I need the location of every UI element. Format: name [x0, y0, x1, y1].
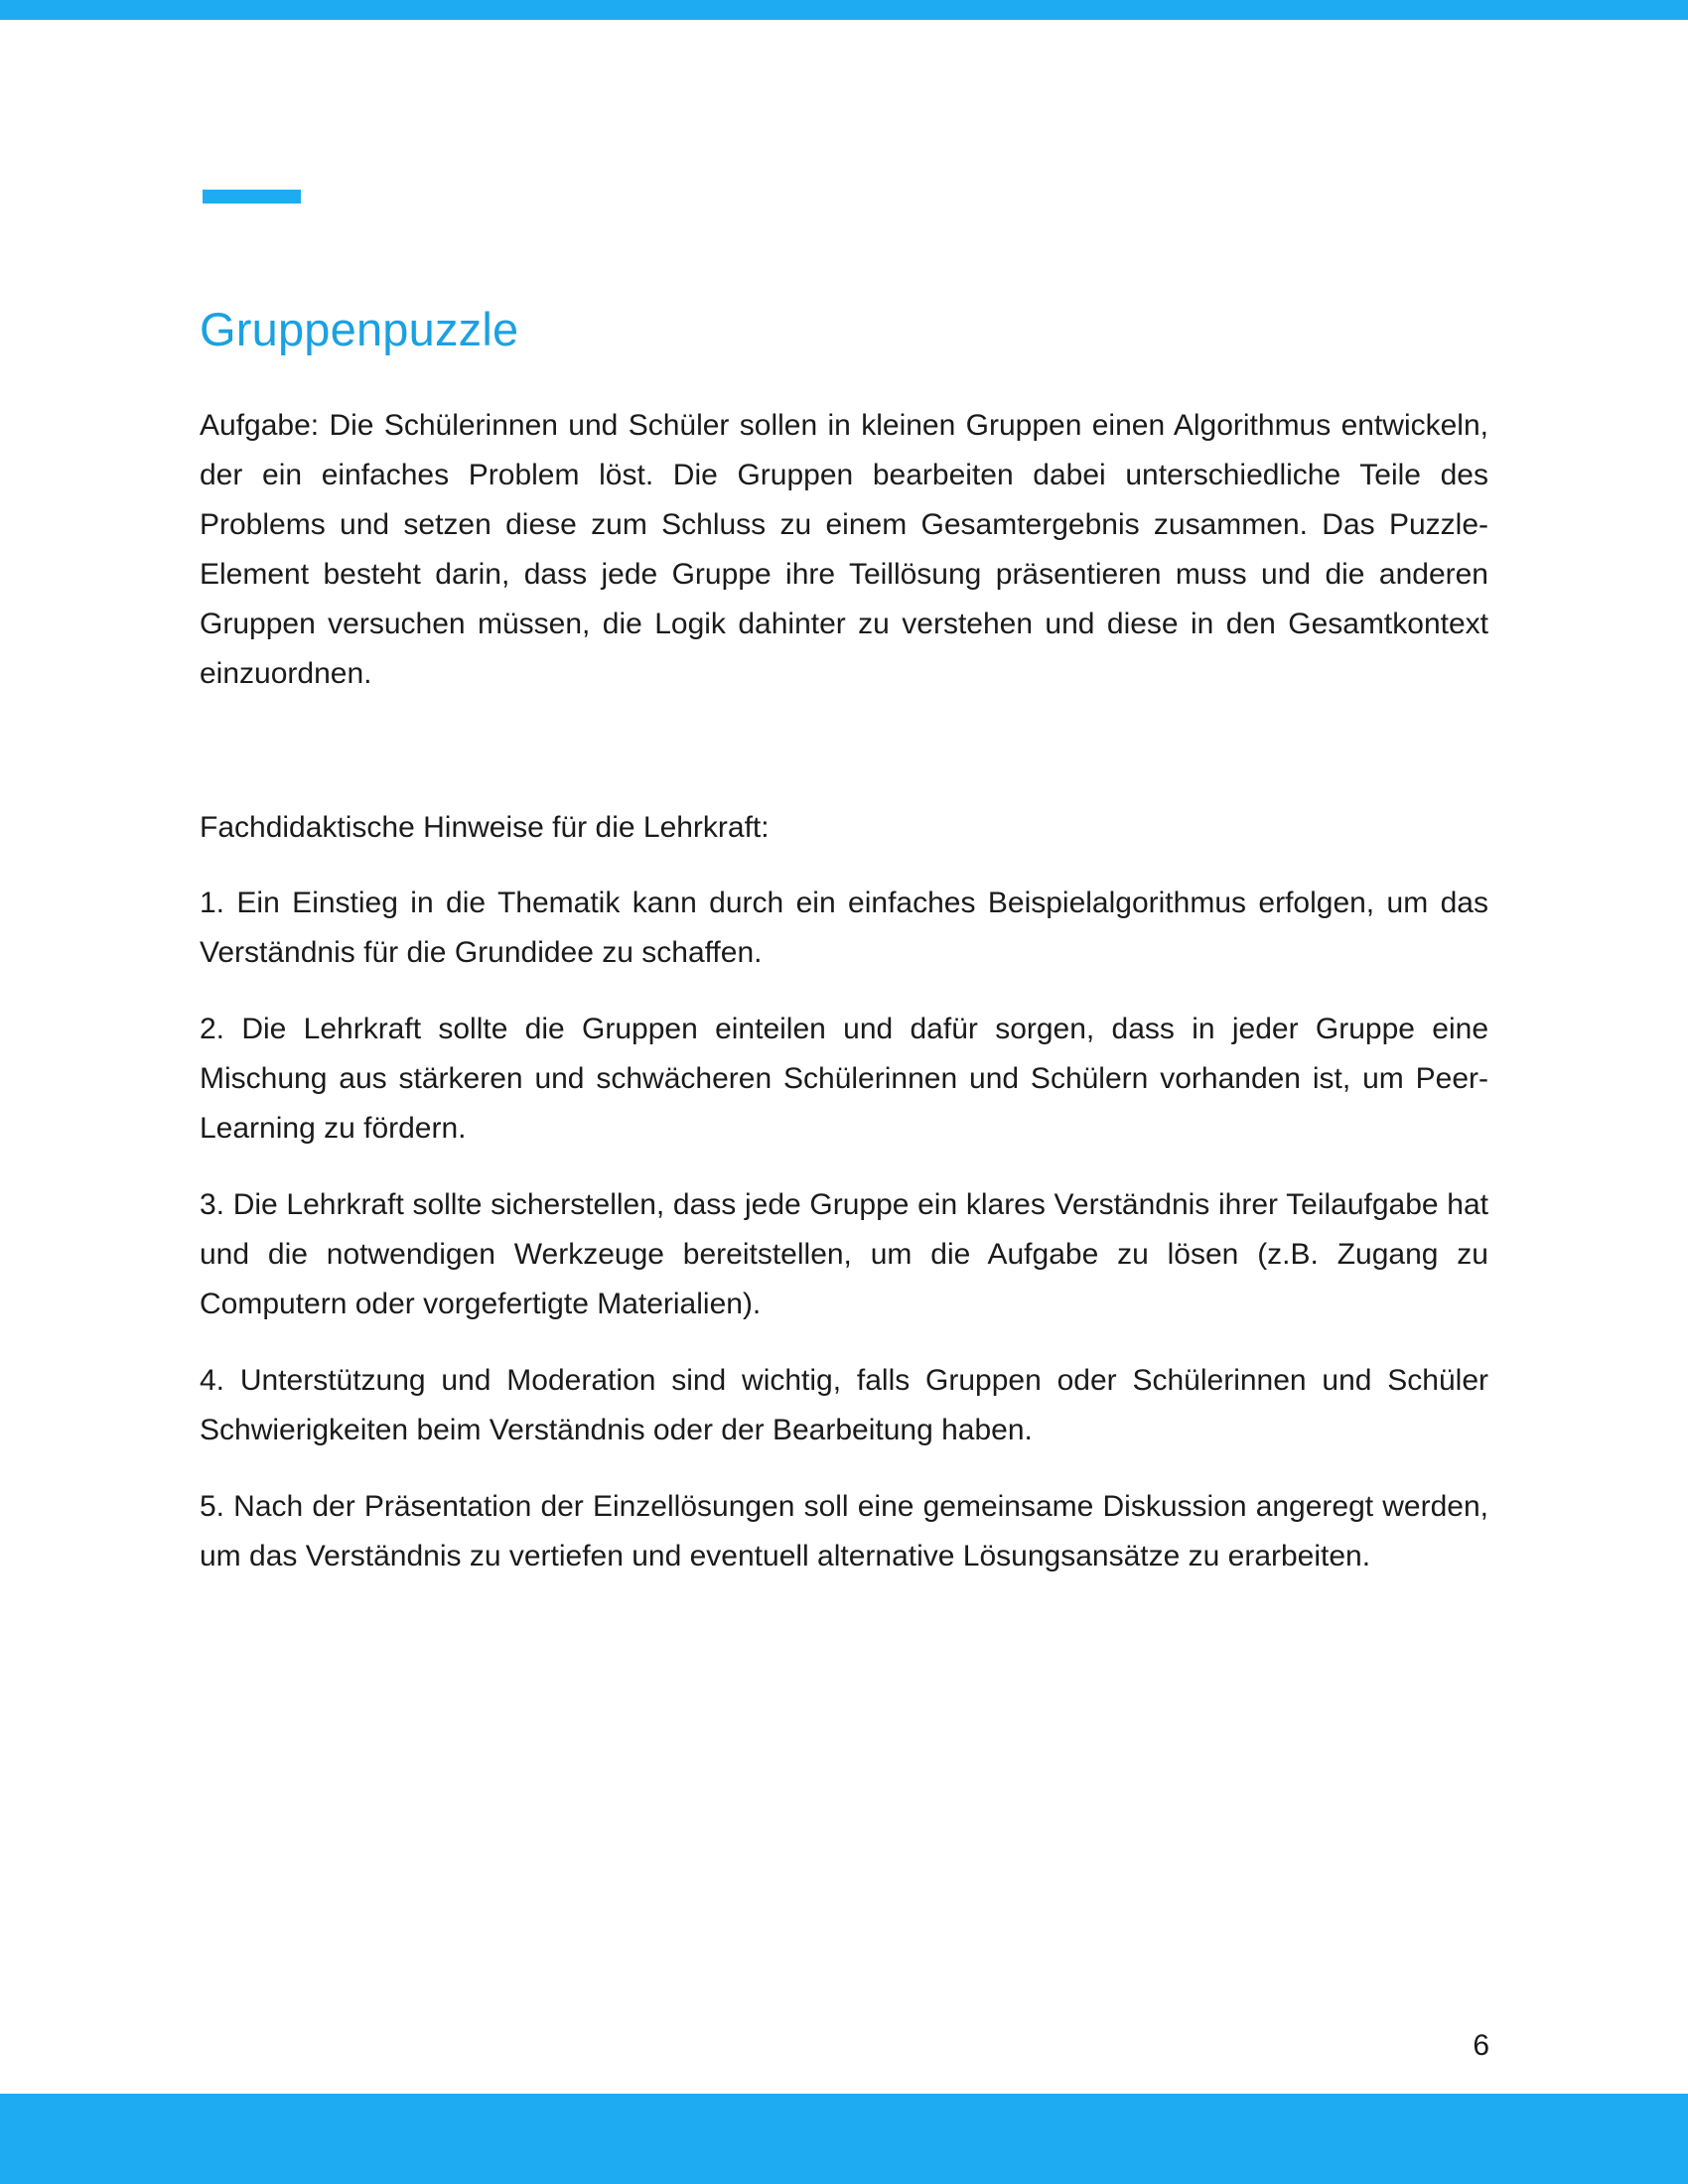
- note-item-4: 4. Unterstützung und Moderation sind wichtig, falls Gruppen oder Schülerinnen und Schüler Schwierigkeiten beim Verständnis oder der Bearbeitung haben.: [200, 1364, 1488, 1446]
- task-paragraph: Aufgabe: Die Schülerinnen und Schüler sollen in kleinen Gruppen einen Algorithmus entwickeln, der ein einfaches Problem löst. Die Gruppen bearbeiten dabei unterschiedliche Teile des Problems und setzen diese zum Schluss zu einem Gesamtergebnis zusammen. Das Puzzle-Element besteht darin, dass jede Gruppe ihre Teillösung präsentieren muss und die anderen Gruppen versuchen müssen, die Logik dahinter zu verstehen und diese in den Gesamtkontext einzuordnen.: [200, 409, 1488, 690]
- note-item-5: 5. Nach der Präsentation der Einzellösungen soll eine gemeinsame Diskussion angeregt werden, um das Verständnis zu vertiefen und eventuell alternative Lösungsansätze zu erarbeiten.: [200, 1490, 1488, 1572]
- bottom-accent-bar: [0, 2094, 1688, 2184]
- note-item-2: 2. Die Lehrkraft sollte die Gruppen einteilen und dafür sorgen, dass in jeder Gruppe eine Mischung aus stärkeren und schwächeren Schülerinnen und Schülern vorhanden ist, um Peer-Learning zu fördern.: [200, 1013, 1488, 1145]
- title-accent-dash: [203, 190, 301, 204]
- top-accent-bar: [0, 0, 1688, 20]
- page-content: [200, 298, 1488, 1608]
- note-item-3: 3. Die Lehrkraft sollte sicherstellen, dass jede Gruppe ein klares Verständnis ihrer Teilaufgabe hat und die notwendigen Werkzeuge bereitstellen, um die Aufgabe zu lösen (z.B. Zugang zu Computern oder vorgefertigte Materialien).: [200, 1188, 1488, 1320]
- notes-heading: Fachdidaktische Hinweise für die Lehrkraft:: [200, 811, 770, 844]
- page-number: 6: [1473, 2029, 1489, 2062]
- note-item-1: 1. Ein Einstieg in die Thematik kann durch ein einfaches Beispielalgorithmus erfolgen, um das Verständnis für die Grundidee zu schaffen.: [200, 887, 1488, 969]
- page-title: Gruppenpuzzle: [200, 303, 519, 355]
